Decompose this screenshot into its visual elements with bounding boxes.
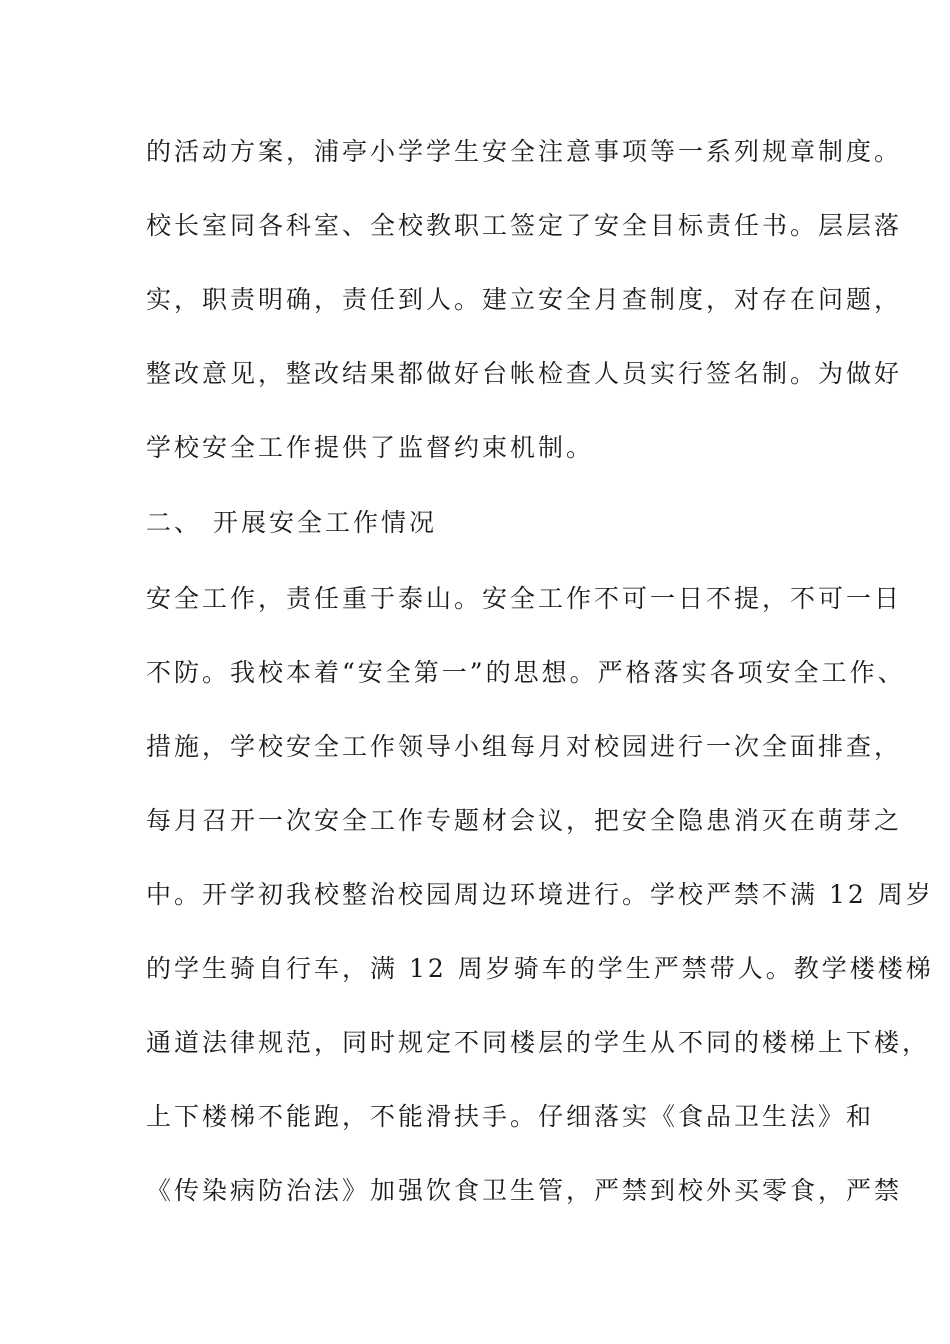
body-text-line: 上下楼梯不能跑，不能滑扶手。仔细落实《食品卫生法》和 bbox=[146, 1102, 875, 1131]
body-text-line: 校长室同各科室、全校教职工签定了安全目标责任书。层层落 bbox=[146, 211, 903, 240]
body-text-line: 措施，学校安全工作领导小组每月对校园进行一次全面排查， bbox=[146, 732, 903, 761]
body-text-line: 安全工作，责任重于泰山。安全工作不可一日不提，不可一日 bbox=[146, 584, 903, 613]
body-text-line: 每月召开一次安全工作专题材会议，把安全隐患消灭在萌芽之 bbox=[146, 806, 903, 835]
body-text-line: 整改意见，整改结果都做好台帐检查人员实行签名制。为做好 bbox=[146, 359, 903, 388]
body-text-line: 学校安全工作提供了监督约束机制。 bbox=[146, 433, 595, 462]
section-heading: 二、 开展安全工作情况 bbox=[146, 508, 437, 537]
body-text-line: 不防。我校本着“安全第一”的思想。严格落实各项安全工作、 bbox=[146, 658, 906, 687]
body-text-line: 的活动方案，浦亭小学学生安全注意事项等一系列规章制度。 bbox=[146, 137, 903, 166]
body-text-line: 《传染病防治法》加强饮食卫生管，严禁到校外买零食，严禁 bbox=[146, 1176, 903, 1205]
body-text-line: 中。开学初我校整治校园周边环境进行。学校严禁不满 12 周岁 bbox=[146, 880, 934, 909]
body-text-line: 实，职责明确，责任到人。建立安全月查制度，对存在问题， bbox=[146, 285, 903, 314]
body-text-line: 通道法律规范，同时规定不同楼层的学生从不同的楼梯上下楼， bbox=[146, 1028, 931, 1057]
body-text-line: 的学生骑自行车，满 12 周岁骑车的学生严禁带人。教学楼楼梯 bbox=[146, 954, 934, 983]
